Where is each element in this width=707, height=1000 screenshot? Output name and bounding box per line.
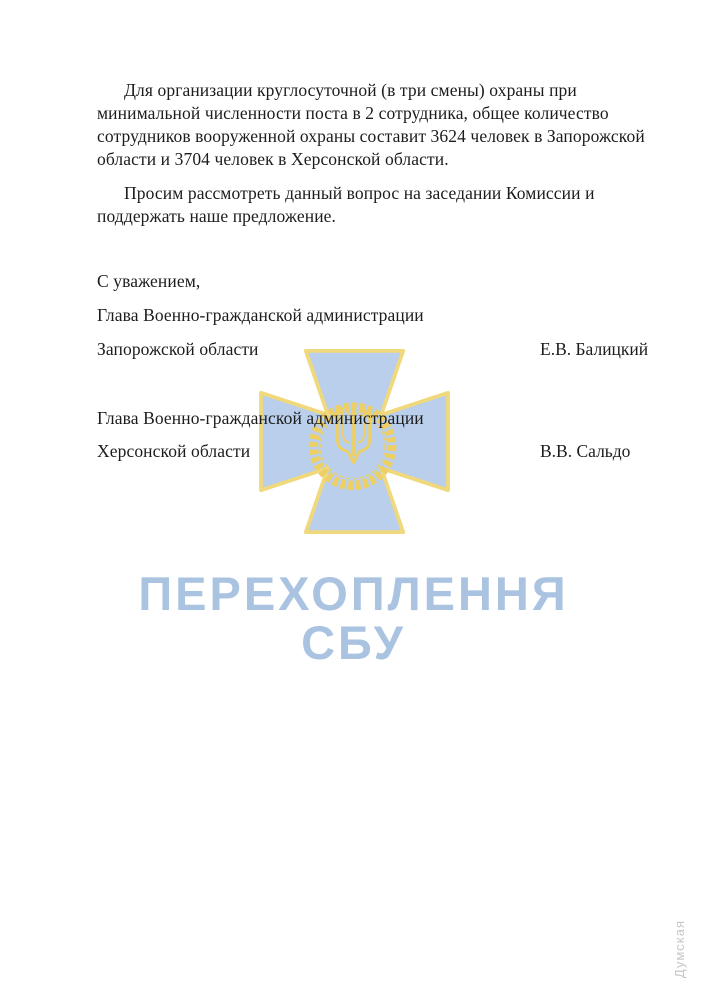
sbu-watermark-line2: СБУ (301, 616, 406, 669)
signature-2-name: В.В. Сальдо (540, 440, 631, 461)
paragraph-guard-staffing: Для организации круглосуточной (в три смены) охраны при минимальной численности поста в 2 сотрудника, общее количество сотрудников вооруженной охраны составит 3624 человек в Запорожской области и 3704 человек в Херсонской области. (97, 79, 645, 169)
paragraph-request: Просим рассмотреть данный вопрос на заседании Комиссии и поддержать наше предложение. (97, 182, 595, 226)
signature-2-region: Херсонской области (97, 440, 251, 461)
signature-2-title: Глава Военно-гражданской администрации (97, 407, 424, 428)
sbu-watermark-line1: ПЕРЕХОПЛЕННЯ (138, 567, 569, 620)
signature-1-region: Запорожской области (97, 338, 259, 359)
closing-salutation: С уважением, (97, 270, 201, 291)
site-credit-text: Думская (671, 919, 687, 979)
signature-1-name: Е.В. Балицкий (540, 338, 649, 359)
signature-1-title: Глава Военно-гражданской администрации (97, 304, 424, 325)
